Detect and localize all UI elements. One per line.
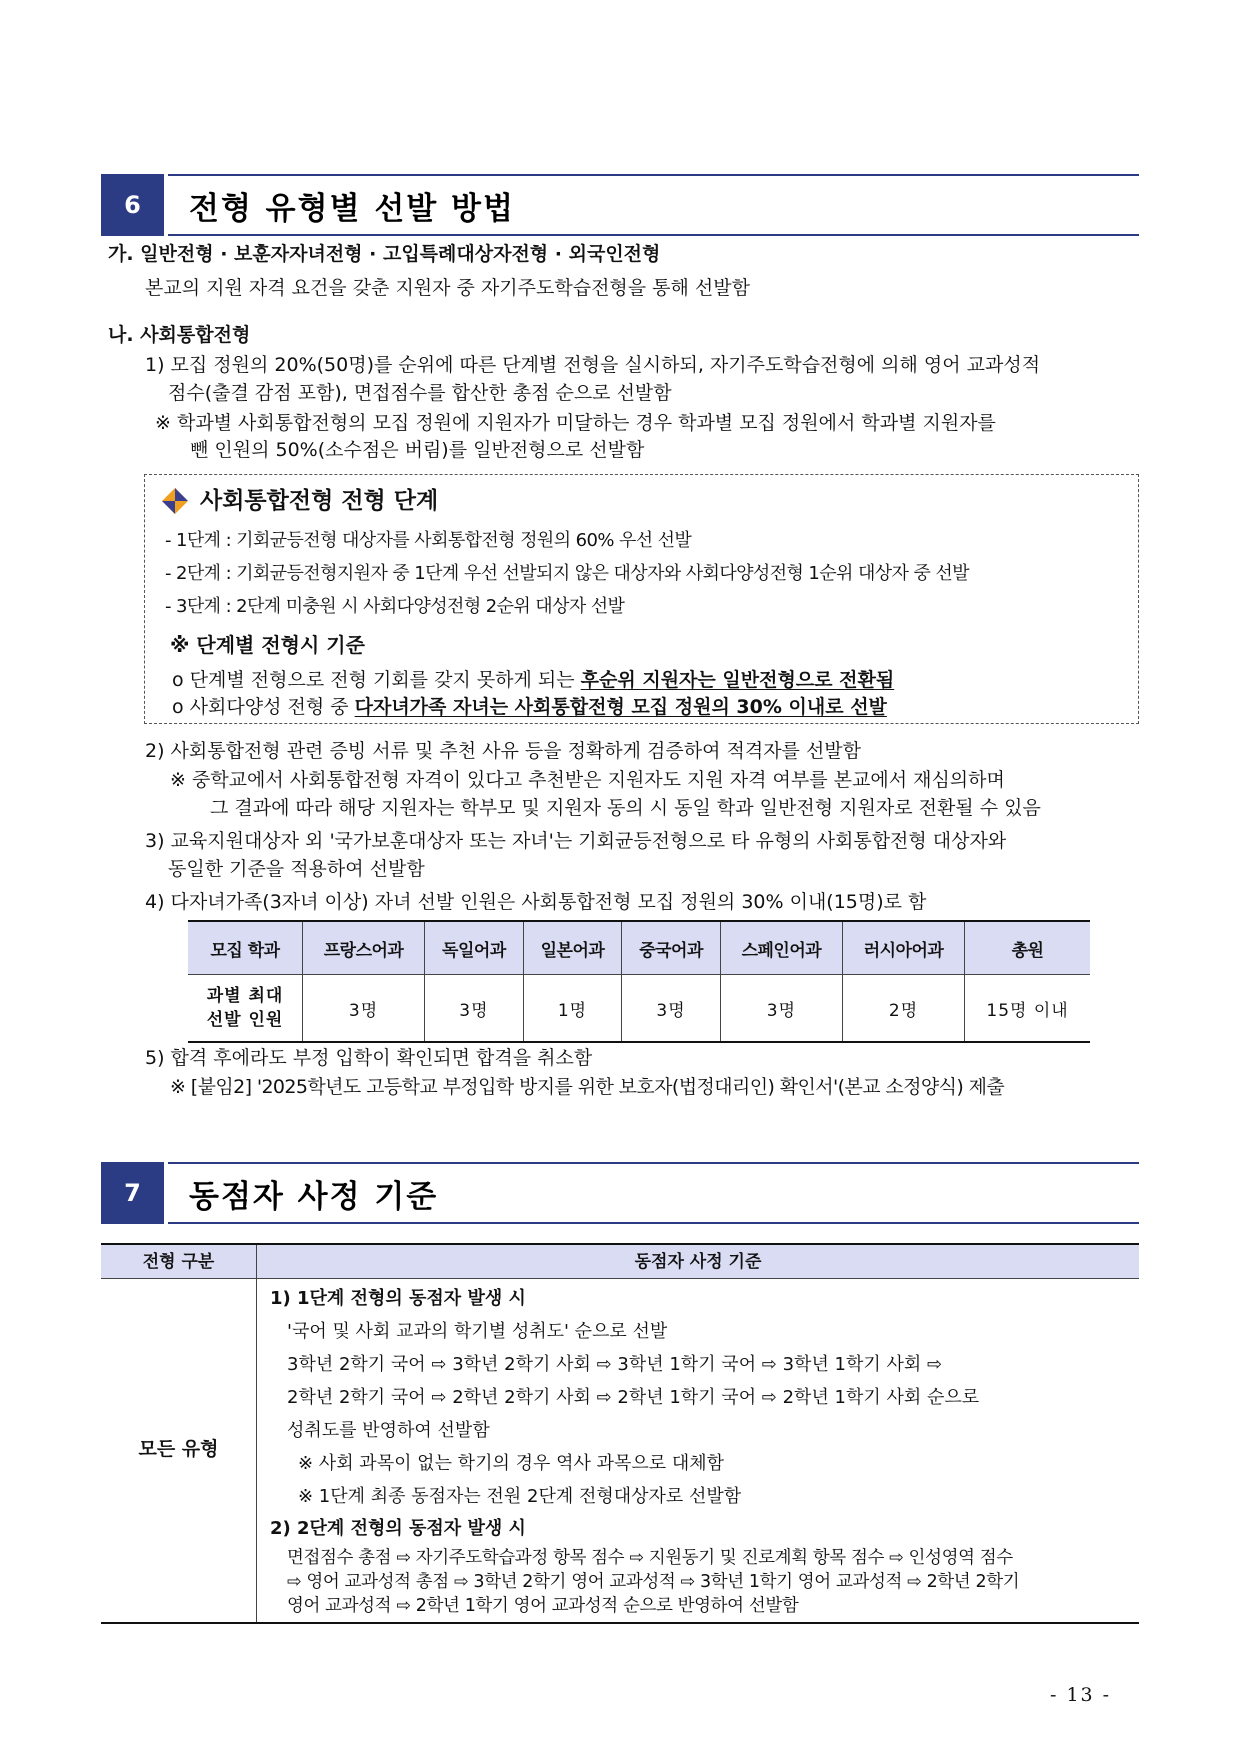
quota-value-cell: 3명 (303, 975, 425, 1043)
quota-value-cell: 3명 (425, 975, 524, 1043)
note-5: ※ [붙임2] '2025학년도 고등학교 부정입학 방지를 위한 보호자(법정대리인) 확인서'(본교 소정양식) 제출 (170, 1076, 1005, 1098)
quota-header-cell: 스페인어과 (720, 921, 842, 975)
criteria-2 (172, 694, 887, 720)
quota-value-cell: 15명 이내 (965, 975, 1090, 1043)
quota-header-cell: 총원 (965, 921, 1090, 975)
item-5: 5) 합격 후에라도 부정 입학이 확인되면 합격을 취소함 (145, 1047, 593, 1069)
section-title: 동점자 사정 기준 (189, 1178, 439, 1215)
quota-header-cell: 일본어과 (523, 921, 622, 975)
tie-col1-header: 전형 구분 (142, 1252, 215, 1272)
item-3-line-1: 3) 교육지원대상자 외 '국가보훈대상자 또는 자녀'는 기회균등전형으로 타 유형의 사회통합전형 대상자와 (145, 830, 1007, 852)
item-1-line-2: 점수(출결 감점 포함), 면접점수를 합산한 총점 순으로 선발함 (168, 382, 672, 404)
criteria-1 (172, 667, 894, 693)
criteria-title: ※ 단계별 전형시 기준 (170, 633, 365, 657)
item-2: 2) 사회통합전형 관련 증빙 서류 및 추천 사유 등을 정확하게 검증하여 적격자를 선발함 (145, 740, 862, 762)
tie-table-column-divider (256, 1245, 257, 1622)
section-6-header (101, 174, 1139, 236)
box-title: 사회통합전형 전형 단계 (200, 488, 439, 514)
quota-row-label-line-1: 과별 최대 (206, 986, 284, 1006)
quota-row-label (188, 975, 303, 1043)
section-7-header (101, 1162, 1139, 1224)
quota-value-cell: 1명 (523, 975, 622, 1043)
quota-header-cell: 모집 학과 (188, 921, 303, 975)
quota-header-row (188, 921, 1090, 975)
quota-value-row (188, 975, 1090, 1043)
section-title: 전형 유형별 선발 방법 (189, 190, 515, 227)
tie-stage-1-heading: 1) 1단계 전형의 동점자 발생 시 (270, 1288, 526, 1309)
tie-stage-2-line-3: 영어 교과성적 ⇨ 2학년 1학기 영어 교과성적 순으로 반영하여 선발함 (287, 1596, 799, 1616)
item-4: 4) 다자녀가족(3자녀 이상) 자녀 선발 인원은 사회통합전형 모집 정원의 30% 이내(15명)로 함 (145, 891, 927, 913)
quota-header-cell: 중국어과 (622, 921, 721, 975)
tie-stage-1-line-1: '국어 및 사회 교과의 학기별 성취도' 순으로 선발 (287, 1321, 668, 1342)
quota-value-cell: 3명 (720, 975, 842, 1043)
tie-stage-1-line-2: 3학년 2학기 국어 ⇨ 3학년 2학기 사회 ⇨ 3학년 1학기 국어 ⇨ 3학년 1학기 사회 ⇨ (287, 1354, 943, 1375)
na-heading: 나. 사회통합전형 (108, 324, 251, 346)
quota-row-label-line-2: 선발 인원 (206, 1010, 284, 1030)
note-1-line-1: ※ 학과별 사회통합전형의 모집 정원에 지원자가 미달하는 경우 학과별 모집 정원에서 학과별 지원자를 (155, 412, 996, 434)
quota-value-cell: 2명 (842, 975, 964, 1043)
criteria-2-text: o 사회다양성 전형 중 (172, 696, 355, 718)
ga-text: 본교의 지원 자격 요건을 갖춘 지원자 중 자기주도학습전형을 통해 선발함 (145, 277, 750, 299)
criteria-1-text: o 단계별 전형으로 전형 기회를 갖지 못하게 되는 (172, 669, 581, 691)
tie-row-label: 모든 유형 (138, 1438, 219, 1460)
tie-stage-1-line-3: 2학년 2학기 국어 ⇨ 2학년 2학기 사회 ⇨ 2학년 1학기 국어 ⇨ 2학년 1학기 사회 순으로 (287, 1387, 980, 1408)
note-2-line-1: ※ 중학교에서 사회통합전형 자격이 있다고 추천받은 지원자도 지원 자격 여부를 본교에서 재심의하며 (170, 769, 1005, 791)
note-2-line-2: 그 결과에 따라 해당 지원자는 학부모 및 지원자 동의 시 동일 학과 일반전형 지원자로 전환될 수 있음 (210, 797, 1041, 819)
criteria-1-emphasis: 후순위 지원자는 일반전형으로 전환됨 (580, 669, 895, 691)
ga-heading: 가. 일반전형 · 보훈자자녀전형 · 고입특례대상자전형 · 외국인전형 (108, 243, 661, 265)
section-number: 7 (101, 1162, 164, 1224)
tie-stage-2-line-2: ⇨ 영어 교과성적 총점 ⇨ 3학년 2학기 영어 교과성적 ⇨ 3학년 1학기 영어 교과성적 ⇨ 2학년 2학기 (287, 1572, 1020, 1592)
section-number: 6 (101, 174, 164, 236)
diamond-icon (161, 487, 189, 519)
tie-stage-1-line-4: 성취도를 반영하여 선발함 (287, 1420, 490, 1441)
tie-stage-1-note-1: ※ 사회 과목이 없는 학기의 경우 역사 과목으로 대체함 (298, 1453, 725, 1474)
quota-header-cell: 프랑스어과 (303, 921, 425, 975)
box-step-1: - 1단계 : 기회균등전형 대상자를 사회통합전형 정원의 60% 우선 선발 (165, 530, 692, 551)
tie-stage-2-heading: 2) 2단계 전형의 동점자 발생 시 (270, 1518, 526, 1539)
note-1-line-2: 뺀 인원의 50%(소수점은 버림)를 일반전형으로 선발함 (190, 439, 645, 461)
quota-table (188, 920, 1090, 1043)
quota-value-cell: 3명 (622, 975, 721, 1043)
tie-stage-1-note-2: ※ 1단계 최종 동점자는 전원 2단계 전형대상자로 선발함 (298, 1486, 742, 1507)
box-step-2: - 2단계 : 기회균등전형지원자 중 1단계 우선 선발되지 않은 대상자와 사회다양성전형 1순위 대상자 중 선발 (165, 563, 969, 584)
tie-table-bottom-rule (101, 1622, 1139, 1624)
page-number: - 13 - (1050, 1684, 1112, 1706)
item-1-line-1: 1) 모집 정원의 20%(50명)를 순위에 따른 단계별 전형을 실시하되, 자기주도학습전형에 의해 영어 교과성적 (145, 354, 1041, 376)
item-3-line-2: 동일한 기준을 적용하여 선발함 (168, 858, 425, 880)
quota-header-cell: 러시아어과 (842, 921, 964, 975)
quota-header-cell: 독일어과 (425, 921, 524, 975)
box-step-3: - 3단계 : 2단계 미충원 시 사회다양성전형 2순위 대상자 선발 (165, 596, 625, 617)
tie-col2-header: 동점자 사정 기준 (634, 1252, 762, 1272)
criteria-2-emphasis: 다자녀가족 자녀는 사회통합전형 모집 정원의 30% 이내로 선발 (354, 696, 887, 718)
tie-stage-2-line-1: 면접점수 총점 ⇨ 자기주도학습과정 항목 점수 ⇨ 지원동기 및 진로계획 항목 점수 ⇨ 인성영역 점수 (287, 1548, 1013, 1568)
